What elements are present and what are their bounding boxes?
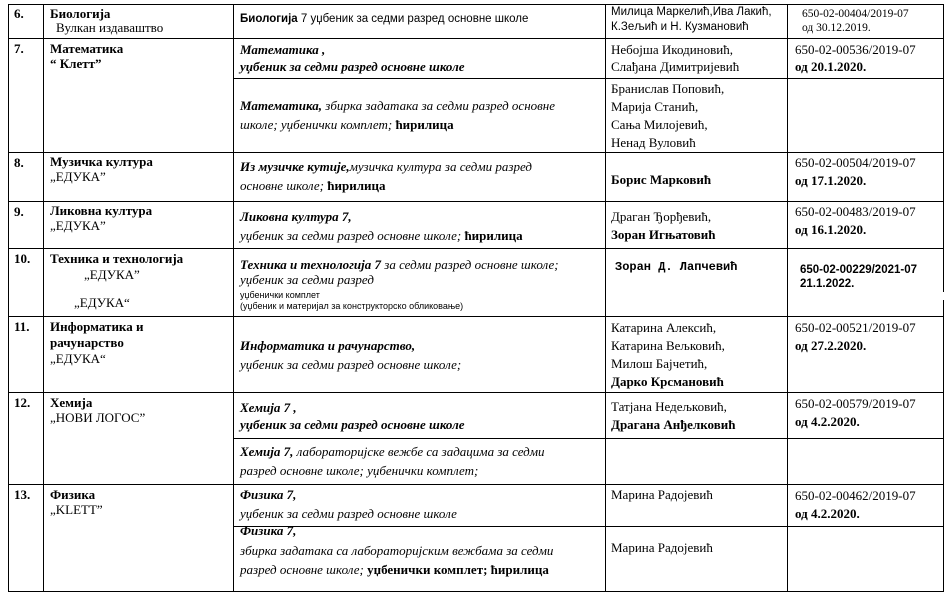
textbook-subtitle-text: уџбеник за седми разред основне школе; (240, 228, 465, 243)
row-number: 10. (14, 251, 31, 266)
author-line: Зоран Д. Лапчевић (615, 260, 738, 274)
textbook-subtitle: уџбеник за седми разред основне школе (240, 59, 465, 74)
col-divider-3 (605, 4, 606, 592)
textbook-title: Математика , (240, 42, 326, 57)
textbook-subtitle: уџбеник за седми разред основне школе; (240, 357, 462, 372)
approval-number: 650-02-00229/2021-07 (800, 264, 918, 276)
textbook-title: Физика 7, (240, 487, 297, 502)
collection-subtitle-cont (240, 561, 549, 579)
publisher-name: „ЕДУКА” (50, 218, 106, 233)
row-number: 8. (14, 155, 24, 170)
kit-contents: (уџбеник и материјал за конструкторско обликовање) (240, 301, 464, 311)
subject-name: Физика (50, 487, 96, 502)
collection-title-rest: збирка задатака за седми разред основне (322, 98, 556, 113)
author-line: Бранислав Поповић, (611, 81, 725, 96)
publisher-name: „KLETT” (50, 502, 103, 517)
col-divider-2 (233, 4, 234, 592)
row-separator (8, 248, 944, 249)
row-separator (233, 526, 944, 527)
publisher-name: „ЕДУКА” (84, 267, 140, 282)
row-number: 7. (14, 41, 24, 56)
subject-name: Музичка култура (50, 154, 153, 169)
script-label: ћирилица (327, 178, 386, 193)
textbook-title: Ликовна култура 7, (240, 209, 352, 224)
kit-label: уџбенички комплет (240, 290, 320, 300)
textbook-subtitle: уџбеник за седми разред (240, 272, 374, 287)
row-separator (8, 392, 944, 393)
collection-subtitle (240, 116, 454, 134)
textbook-title-bold: Техника и технологија 7 (240, 257, 382, 272)
author-line: Небојша Икодиновић, (611, 42, 733, 57)
author-line: Ненад Вуловић (611, 135, 696, 150)
textbook-subtitle-text: основне школе; (240, 178, 328, 193)
approval-date: од 20.1.2020. (795, 59, 867, 74)
approval-date: од 27.2.2020. (795, 338, 867, 353)
collection-title (240, 97, 555, 115)
collection-subtitle-text: школе; уџбенички комплет; (240, 117, 396, 132)
subject-name: Техника и технологија (50, 251, 184, 266)
col-divider-4 (787, 4, 788, 592)
col-divider-1 (43, 4, 44, 592)
approval-number: 650-02-00462/2019-07 (795, 488, 916, 503)
approval-number: 650-02-00504/2019-07 (795, 155, 916, 170)
author-line: Борис Марковић (611, 172, 712, 187)
author-line: К.Зељић и Н. Кузмановић (611, 21, 749, 33)
row-number: 13. (14, 487, 31, 502)
lab-title (240, 443, 545, 461)
collection-title-bold: Математика, (240, 98, 323, 113)
textbook-title-rest: за седми разред основне школе; (381, 257, 559, 272)
publisher-name: “ Клетт” (50, 56, 102, 71)
approval-number: 650-02-00483/2019-07 (795, 204, 916, 219)
approval-date: од 16.1.2020. (795, 222, 867, 237)
author-line: Марија Станић, (611, 99, 699, 114)
approval-date: од 4.2.2020. (795, 506, 860, 521)
kit-and-script-label: уџбенички комплет; ћирилица (367, 562, 549, 577)
row-number: 12. (14, 395, 31, 410)
row-separator (8, 316, 944, 317)
textbook-title (240, 158, 532, 176)
lab-subtitle: разред основне школе; уџбенички комплет; (240, 463, 479, 478)
row-number: 6. (14, 6, 24, 21)
author-line: Сања Милојевић, (611, 117, 708, 132)
table-border-right-lower (943, 300, 944, 592)
textbook-subtitle (240, 177, 385, 195)
author-line: Катарина Вељковић, (611, 338, 725, 353)
author-line: Марина Радојевић (611, 540, 713, 555)
author-line: Зоран Игњатовић (611, 227, 716, 242)
approval-date: од 4.2.2020. (795, 414, 860, 429)
row-separator (233, 438, 944, 439)
author-line: Милица Маркелић,Ива Лакић, (611, 6, 772, 18)
lab-title-rest: лабораторијске вежбе са задацима за седми (293, 444, 545, 459)
textbook-subtitle: уџбеник за седми разред основне школе (240, 506, 457, 521)
author-line: Катарина Алексић, (611, 320, 717, 335)
approval-number: 650-02-00404/2019-07 (802, 8, 909, 20)
approval-date: од 30.12.2019. (802, 22, 871, 34)
row-separator (233, 78, 944, 79)
script-label: ћирилица (395, 117, 454, 132)
textbook-title-bold: Биологија (240, 13, 298, 25)
collection-subtitle-text: разред основне школе; (240, 562, 368, 577)
table-border-left (8, 4, 9, 592)
row-number: 9. (14, 204, 24, 219)
textbook-subtitle: уџбеник за седми разред основне школе (240, 417, 465, 432)
subject-name: Информатика и (50, 319, 144, 334)
collection-title: Физика 7, (240, 523, 297, 538)
approval-date: од 17.1.2020. (795, 173, 867, 188)
approval-number: 650-02-00521/2019-07 (795, 320, 916, 335)
table-border-top (8, 4, 944, 5)
lab-title-bold: Хемија 7, (240, 444, 294, 459)
publisher-name: „НОВИ ЛОГОС” (50, 410, 146, 425)
author-line: Драгана Анђелковић (611, 417, 736, 432)
textbook-title-rest: музичка култура за седми разред (349, 159, 532, 174)
author-line: Слађана Димитријевић (611, 59, 740, 74)
table-border-bottom (8, 591, 944, 592)
approval-date: 21.1.2022. (800, 278, 855, 290)
textbook-title: Информатика и рачунарство, (240, 338, 416, 353)
author-line: Татјана Недељковић, (611, 399, 727, 414)
textbook-title-rest: 7 уџбеник за седми разред основне школе (297, 13, 529, 25)
row-separator (8, 484, 944, 485)
subject-name-cont: рачунарство (50, 335, 124, 350)
textbook-title (240, 12, 528, 27)
subject-name: Биологија (50, 6, 111, 21)
subject-name: Ликовна култура (50, 203, 153, 218)
textbook-subtitle (240, 227, 523, 245)
publisher-name: „ЕДУКА” (50, 169, 106, 184)
script-label: ћирилица (464, 228, 523, 243)
approval-number: 650-02-00579/2019-07 (795, 396, 916, 411)
author-line: Милош Бајчетић, (611, 356, 708, 371)
row-separator (8, 38, 944, 39)
row-number: 11. (14, 319, 30, 334)
author-line: Дарко Крсмановић (611, 374, 724, 389)
author-line: Драган Ђорђевић, (611, 209, 712, 224)
subject-name: Хемија (50, 395, 93, 410)
publisher-name-repeat: „ЕДУКА“ (74, 295, 130, 310)
publisher-name: „ЕДУКА“ (50, 351, 106, 366)
approval-number: 650-02-00536/2019-07 (795, 42, 916, 57)
collection-subtitle: збирка задатака са лабораторијским вежбама за седми (240, 543, 554, 558)
publisher-name: Вулкан издаваштво (56, 20, 164, 35)
textbook-title: Хемија 7 , (240, 400, 297, 415)
textbook-title-bold: Из музичке кутије, (240, 159, 350, 174)
author-line: Марина Радојевић (611, 487, 713, 502)
subject-name: Математика (50, 41, 124, 56)
